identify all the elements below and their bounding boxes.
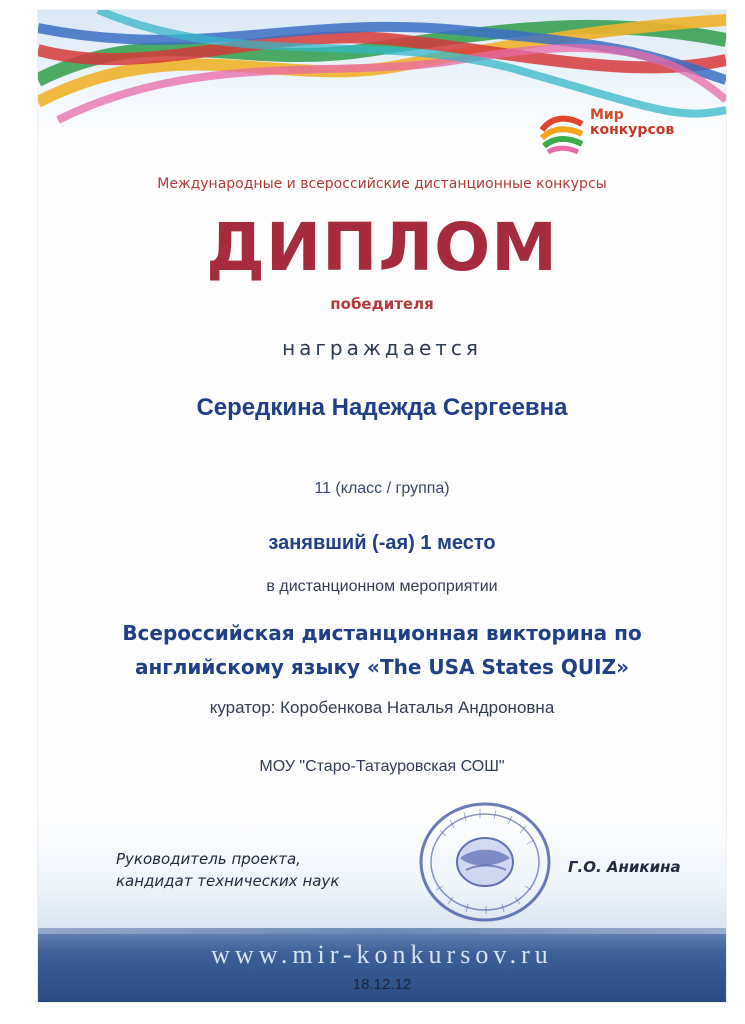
role-line-1: Руководитель проекта, <box>116 850 301 868</box>
winner-name: Середкина Надежда Сергеевна <box>196 394 568 421</box>
signer-name: Г.О. Аникина <box>568 858 681 876</box>
logo-text <box>590 108 674 138</box>
logo-line-1: Мир <box>590 107 624 123</box>
header-subtitle: Международные и всероссийские дистанционные конкурсы <box>157 176 607 192</box>
place-label: занявший (-ая) 1 место <box>268 532 496 554</box>
grade-label: 11 (класс / группа) <box>314 480 450 497</box>
logo-swirl-icon <box>538 108 586 156</box>
awarded-label: награждается <box>282 336 482 360</box>
event-title-line-2: английскому языку «The USA States QUIZ» <box>134 655 630 679</box>
school-label: МОУ "Старо-Татауровская СОШ" <box>259 758 505 775</box>
diploma-title-sub: победителя <box>330 295 434 313</box>
logo-line-2: конкурсов <box>590 122 675 138</box>
diploma-sheet <box>38 10 726 1002</box>
round-stamp-seal <box>400 800 570 924</box>
role-line-2: кандидат технических наук <box>116 872 340 890</box>
event-title-line-1: Всероссийская дистанционная викторина по <box>122 621 642 645</box>
diploma-title: ДИПЛОМ <box>206 209 558 286</box>
curator-label: куратор: Коробенкова Наталья Андроновна <box>209 698 555 717</box>
event-intro: в дистанционном мероприятии <box>266 578 498 595</box>
contest-logo <box>538 108 708 158</box>
signatory-role <box>116 848 396 892</box>
issue-date: 18.12.12 <box>352 976 412 993</box>
event-title <box>38 616 726 684</box>
website-url: www.mir-konkursov.ru <box>211 940 553 969</box>
